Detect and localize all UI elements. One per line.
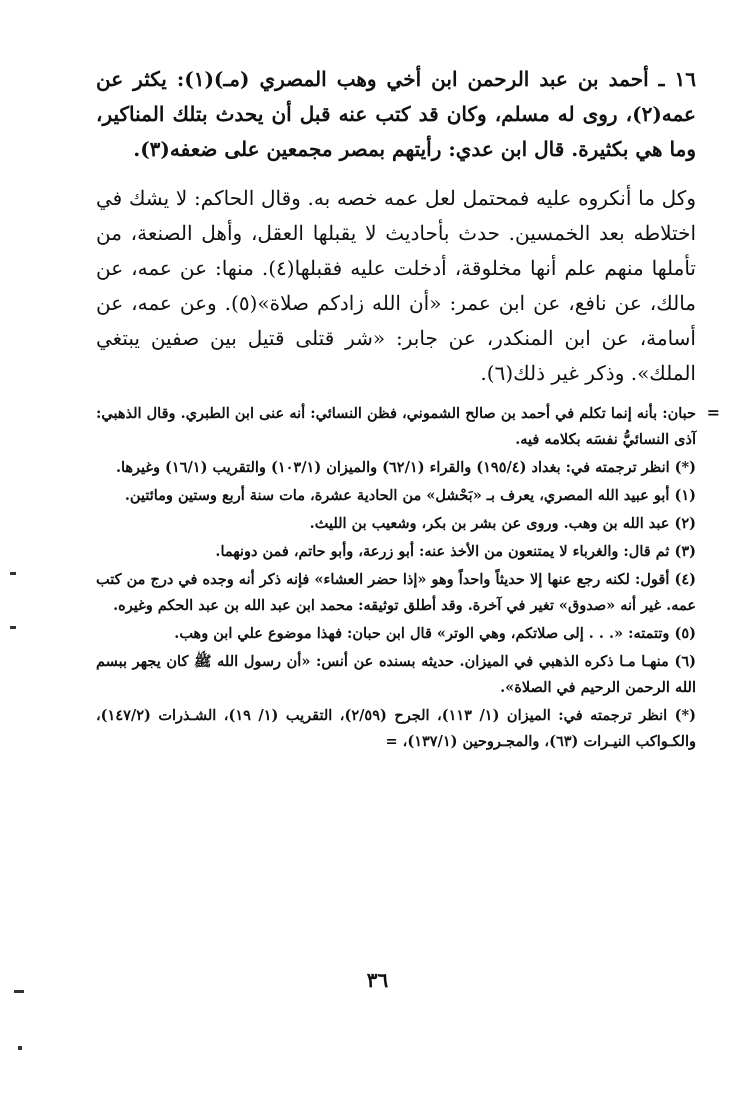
footnote-4: (٤) أقول: لكنه رجع عنها إلا حديثاً واحداً وهو «إذا حضر العشاء» فإنه ذكر أنه وجده في درج من كتب عمه. غير أنه «صدوق» تغير في آخرة. وقد أطلق توثيقه: محمد ابن عبد الله بن عبد الحكم وغيره. [96, 571, 696, 614]
footnote-continuation: حبان: بأنه إنما تكلم في أحمد بن صالح الشموني، فظن النسائي: أنه عنى ابن الطبري. وقال الذهبي: آذى النسائيُّ نفسَه بكلامه فيه. [96, 405, 696, 448]
footnotes-section [96, 401, 720, 755]
entry-16-paragraph: ١٦ ـ أحمد بن عبد الرحمن ابن أخي وهب المصري (مـ)(١): يكثر عن عمه(٢)، روى له مسلم، وكان قد كتب عنه قبل أن يحدث بتلك المناكير، وما هي بكثيرة. قال ابن عدي: رأيتهم بمصر مجمعين على ضعفه(٣). [96, 67, 696, 161]
scan-speck [10, 626, 16, 629]
continuation-mark: = [706, 403, 720, 422]
page-number: ٣٦ [366, 968, 389, 992]
footnote-2: (٢) عبد الله بن وهب. وروى عن بشر بن بكر، وشعيب بن الليث. [309, 515, 696, 532]
hakim-paragraph: وكل ما أنكروه عليه فمحتمل لعل عمه خصه به. وقال الحاكم: لا يشك في اختلاطه بعد الخمسين. حدث بأحاديث لا يقبلها العقل، وأهل الصنعة، من تأملها منهم علم أنها مخلوقة، أدخلت عليه فقبلها(٤). منها: عن عمه، عن مالك، عن نافع، عن ابن عمر: «أن الله زادكم صلاة»(٥). وعن عمه، عن أسامة، عن ابن المنكدر، عن جابر: «شر قتلى قتيل بين صفين يبتغي الملك». وذكر غير ذلك(٦). [96, 186, 696, 385]
footnote-1: (١) أبو عبيد الله المصري، يعرف بـ «بَحْشل» من الحادية عشرة، مات سنة أربع وستين ومائتين. [124, 487, 696, 504]
scan-speck [18, 1046, 22, 1050]
document-page [96, 62, 720, 1022]
scan-speck [10, 572, 16, 575]
footnote-3: (٣) ثم قال: والغرباء لا يمتنعون من الأخذ عنه: أبو زرعة، وأبو حاتم، فمن دونهما. [215, 543, 696, 560]
main-text [96, 62, 696, 391]
footnote-5: (٥) وتتمته: «. . . إلى صلاتكم، وهي الوتر» قال ابن حبان: فهذا موضوع علي ابن وهب. [174, 625, 696, 642]
footnote-star: (*) انظر ترجمته في: بغداد (١٩٥/٤) والقراء (٦٢/١) والميزان (١٠٣/١) والتقريب (١٦/١) وغيرها. [115, 459, 696, 476]
footnote-6: (٦) منهـا مـا ذكره الذهبي في الميزان. حديثه بسنده عن أنس: «أن رسول الله ﷺ كان يجهر ببسم الله الرحمن الرحيم في الصلاة». [96, 653, 696, 696]
scan-speck [14, 990, 24, 993]
footnote-star-2: (*) انظر ترجمته في: الميزان (١/ ١١٣)، الجرح (٢/٥٩)، التقريب (١/ ١٩)، الشـذرات (١٤٧/٢)، والكـواكب النيـرات (٦٣)، والمجـروحين (١٣٧/١)، = [96, 707, 696, 750]
